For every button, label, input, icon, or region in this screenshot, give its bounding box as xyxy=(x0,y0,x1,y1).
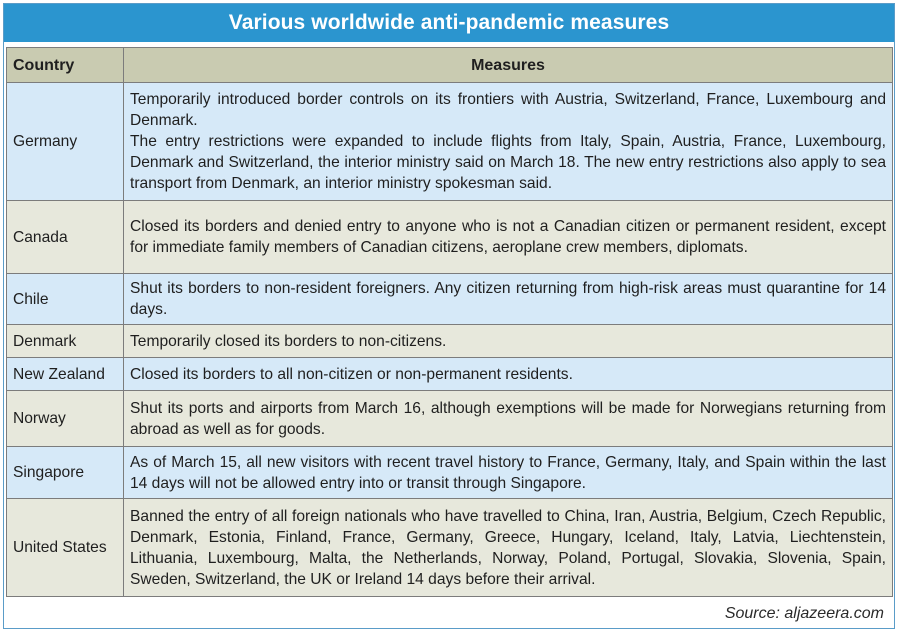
country-cell: Singapore xyxy=(7,447,124,499)
measure-text: Temporarily introduced border controls on its frontiers with Austria, Switzerland, France, Luxembourg and Denmark. The entry restrictions were expanded to include flights from Italy, Spain, Austria, France, Luxembourg, Denmark and Switzerland, the interior ministry said on March 18. The new entry restrictions also apply to sea transport from Denmark, an interior ministry spokesman said. xyxy=(130,91,886,192)
measure-cell: Temporarily closed its borders to non-citizens. xyxy=(124,325,893,358)
country-cell: Germany xyxy=(7,83,124,201)
table-row xyxy=(7,447,893,499)
country-cell: Denmark xyxy=(7,325,124,358)
table-row xyxy=(7,201,893,274)
measures-table xyxy=(6,47,893,597)
header-row xyxy=(7,48,893,83)
country-cell: Norway xyxy=(7,391,124,447)
measure-cell xyxy=(124,83,893,201)
measure-cell: Closed its borders and denied entry to anyone who is not a Canadian citizen or permanent resident, except for immediate family members of Canadian citizens, aeroplane crew members, diplomats. xyxy=(124,201,893,274)
measure-cell: Shut its ports and airports from March 16, although exemptions will be made for Norwegians returning from abroad as well as for goods. xyxy=(124,391,893,447)
table-row xyxy=(7,499,893,597)
table-row xyxy=(7,325,893,358)
infographic-frame xyxy=(3,3,895,629)
country-cell: New Zealand xyxy=(7,358,124,391)
measure-cell: Banned the entry of all foreign nationals who have travelled to China, Iran, Austria, Belgium, Czech Republic, Denmark, Estonia, Finland, France, Germany, Greece, Hungary, Iceland, Italy, Latvia, Liechtenstein, Lithuania, Luxembourg, Malta, the Netherlands, Norway, Poland, Portugal, Slovakia, Slovenia, Spain, Sweden, Switzerland, the UK or Ireland 14 days before their arrival. xyxy=(124,499,893,597)
country-cell: Canada xyxy=(7,201,124,274)
measure-cell: Shut its borders to non-resident foreigners. Any citizen returning from high-risk areas must quarantine for 14 days. xyxy=(124,274,893,325)
table-row xyxy=(7,83,893,201)
source-credit: Source: aljazeera.com xyxy=(724,605,884,622)
table-row xyxy=(7,274,893,325)
country-column-header: Country xyxy=(7,48,124,83)
table-row xyxy=(7,358,893,391)
measures-column-header: Measures xyxy=(124,48,893,83)
measure-cell: As of March 15, all new visitors with recent travel history to France, Germany, Italy, and Spain within the last 14 days will not be allowed entry into or transit through Singapore. xyxy=(124,447,893,499)
table-title: Various worldwide anti-pandemic measures xyxy=(4,4,894,42)
country-cell: United States xyxy=(7,499,124,597)
table-row xyxy=(7,391,893,447)
country-cell: Chile xyxy=(7,274,124,325)
measure-cell: Closed its borders to all non-citizen or non-permanent residents. xyxy=(124,358,893,391)
